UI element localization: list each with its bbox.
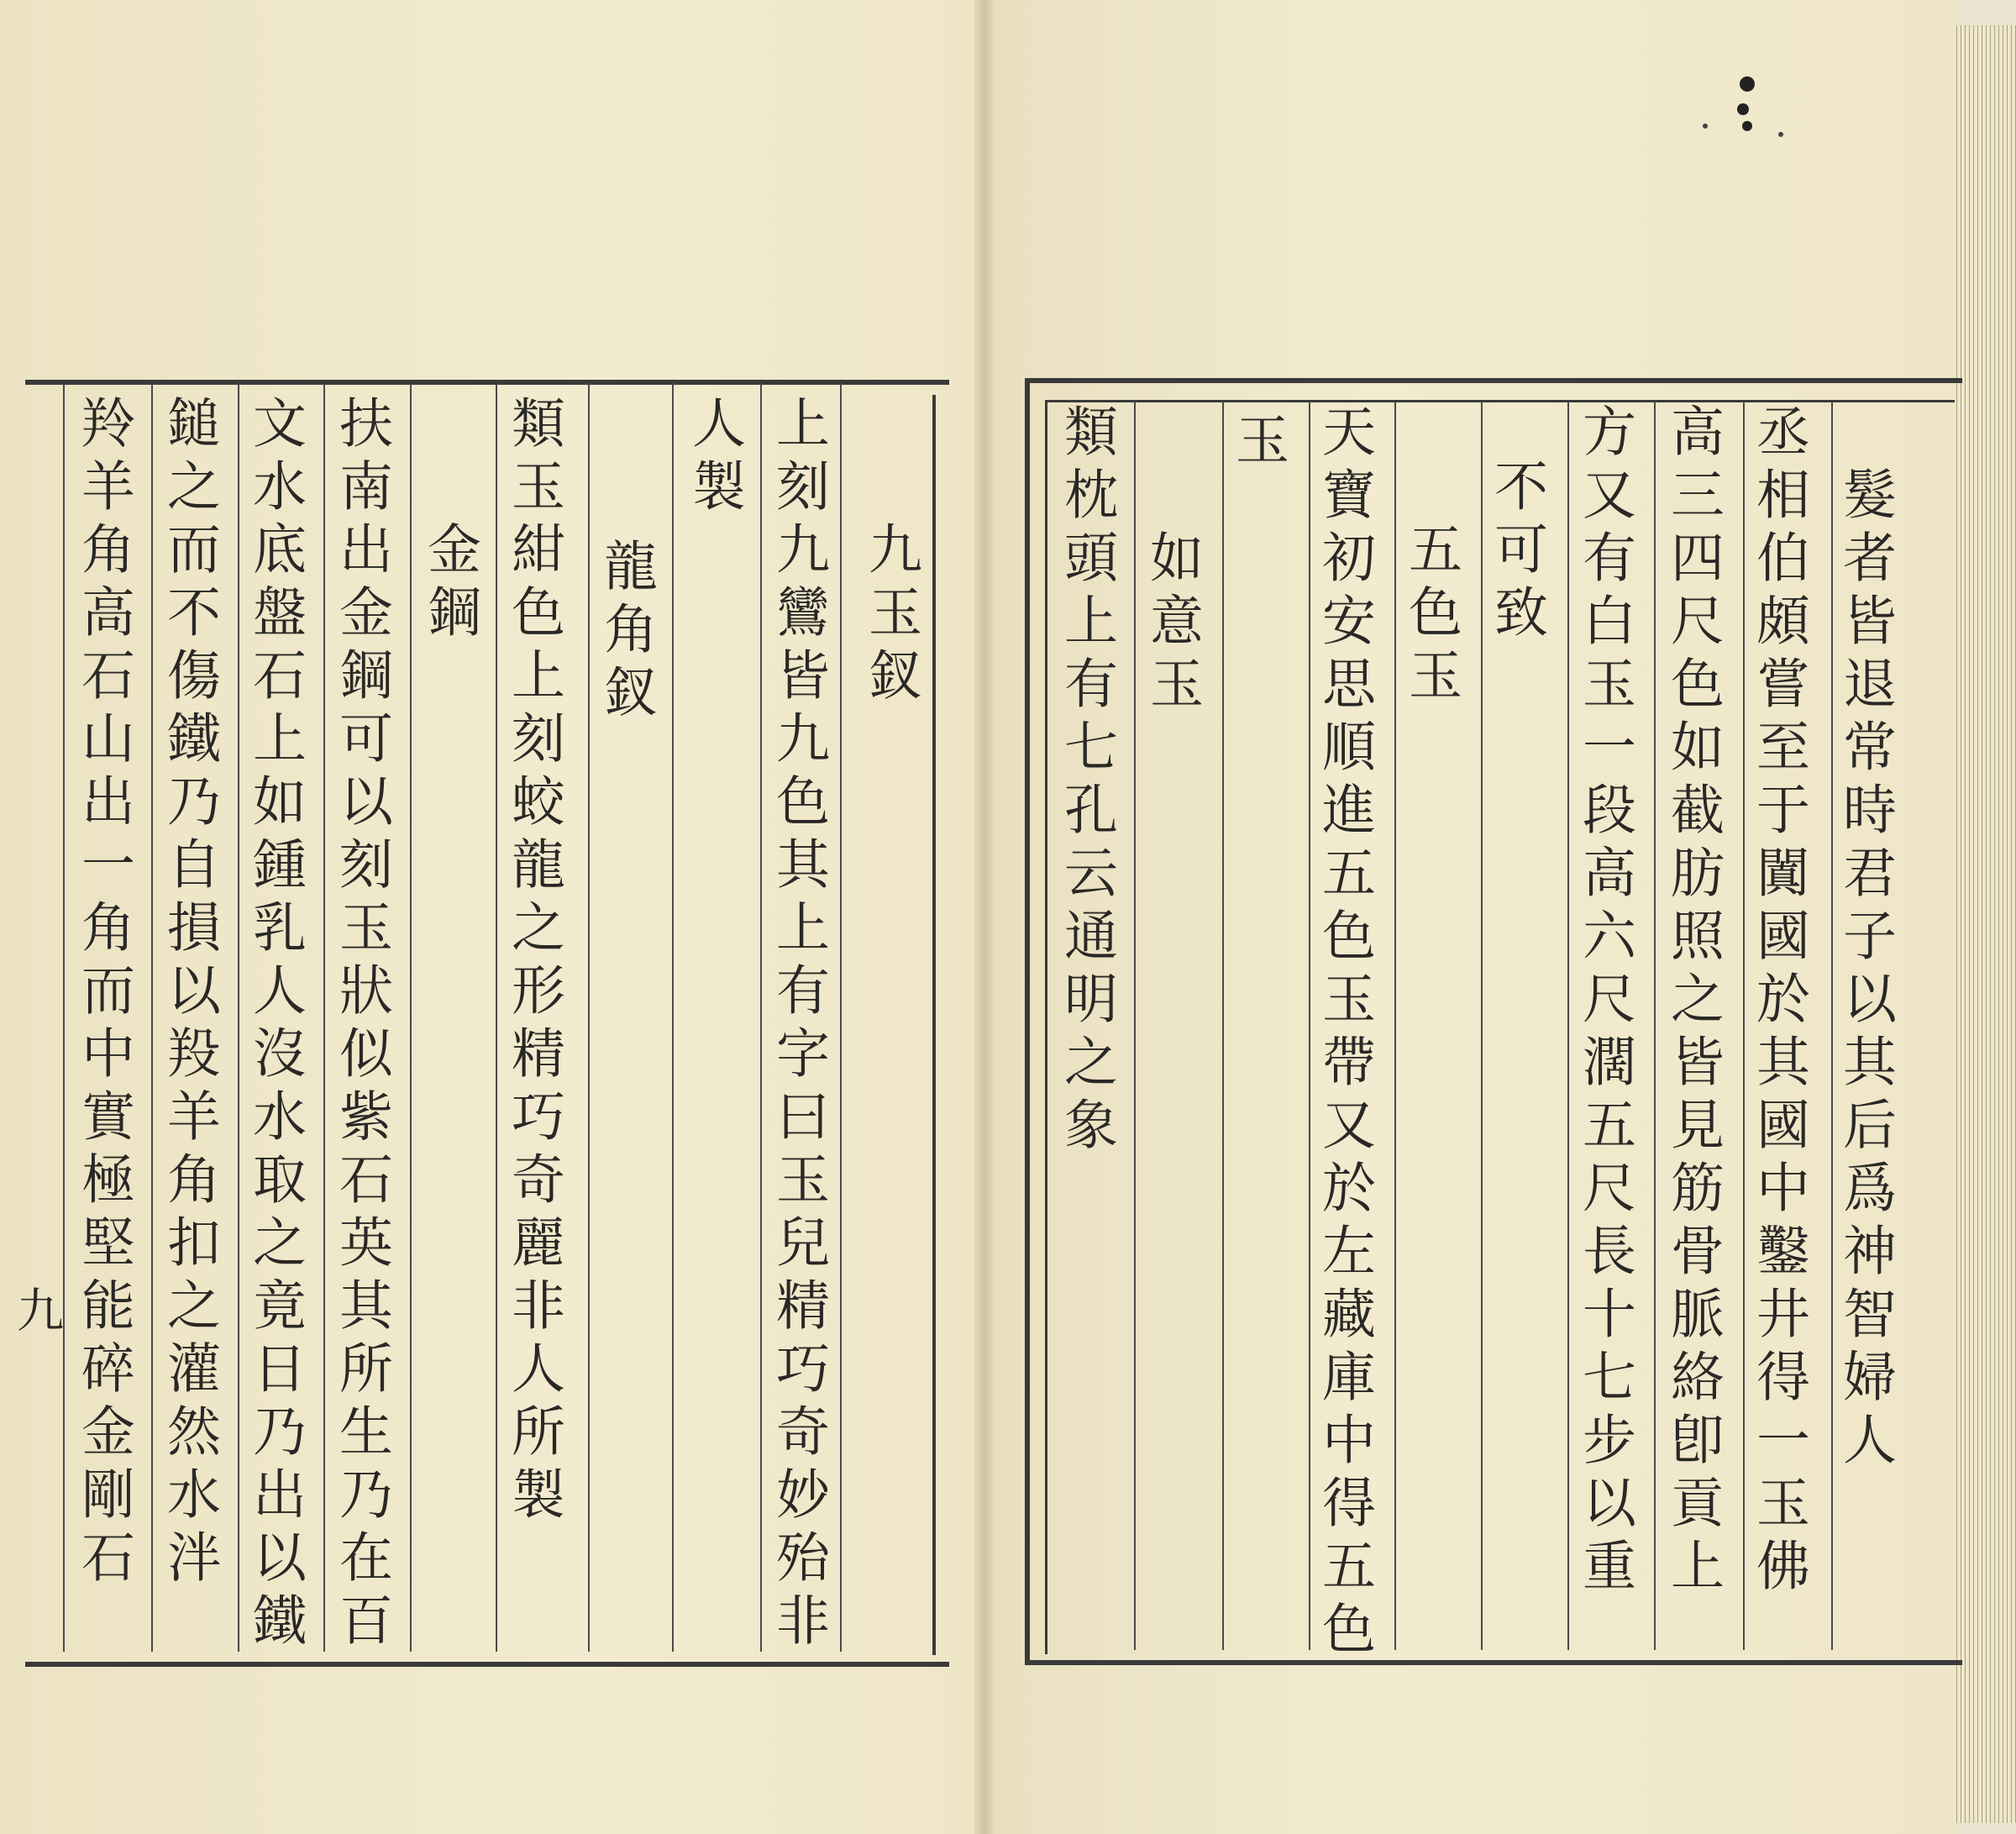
column-rule	[238, 383, 239, 1652]
column-rule	[840, 383, 842, 1652]
column-rule	[1831, 402, 1833, 1650]
column-rule	[1481, 402, 1483, 1650]
text-column: 高三四尺色如截肪照之皆見筋骨脈絡卽貢上	[1662, 403, 1724, 1600]
page-edges	[1953, 25, 2016, 1823]
text-column: 髮者皆退常時君子以其后爲神智婦人	[1834, 466, 1896, 1474]
text-column: 如意玉	[1141, 529, 1203, 718]
column-rule	[496, 383, 497, 1652]
text-column: 人製	[683, 395, 745, 521]
ink-marks	[1697, 59, 1798, 143]
column-rule	[760, 383, 762, 1652]
book-gutter	[974, 0, 995, 1834]
text-column: 上刻九鸞皆九色其上有字曰玉兒精巧奇妙殆非	[767, 395, 829, 1655]
column-rule	[588, 383, 590, 1652]
column-rule	[1309, 402, 1310, 1650]
text-column: 不可致	[1485, 458, 1547, 647]
column-rule	[1222, 402, 1224, 1650]
text-column: 類玉紺色上刻蛟龍之形精巧奇麗非人所製	[502, 395, 564, 1529]
margin-leaf-number: 九	[9, 1285, 64, 1342]
column-rule	[1743, 402, 1745, 1650]
text-column: 金鋼	[418, 521, 480, 647]
column-rule	[410, 383, 412, 1652]
text-column: 文水底盤石上如鍾乳人沒水取之竟日乃出以鐵	[244, 395, 306, 1655]
text-column: 扶南出金鋼可以刻玉狀似紫石英其所生乃在百	[330, 395, 392, 1655]
text-column: 九玉釵	[859, 521, 921, 710]
text-column: 五色玉	[1399, 521, 1462, 710]
text-column: 龍角釵	[595, 538, 657, 727]
column-rule	[672, 383, 674, 1652]
column-rule	[63, 383, 65, 1652]
text-column: 天寶初安思順進五色玉帶又於左藏庫中得五色	[1313, 403, 1375, 1663]
text-column: 鎚之而不傷鐵乃自損以羖羊角扣之灌然水泮	[158, 395, 220, 1592]
text-column: 方又有白玉一段高六尺濶五尺長十七步以重	[1573, 403, 1635, 1600]
column-rule	[323, 383, 325, 1652]
text-column: 丞相伯頗嘗至于闐國於其國中鑿井得一玉佛	[1747, 403, 1809, 1600]
text-column: 類枕頭上有七孔云通明之象	[1055, 403, 1117, 1159]
column-rule	[1134, 402, 1136, 1650]
text-column: 羚羊角高石山出一角而中實極堅能碎金剛石	[72, 395, 134, 1592]
left-page-margin-strip	[932, 395, 951, 1655]
column-rule	[1654, 402, 1656, 1650]
column-rule	[1567, 402, 1569, 1650]
column-rule	[151, 383, 153, 1652]
text-column: 玉	[1226, 412, 1289, 475]
column-rule	[1394, 402, 1396, 1650]
